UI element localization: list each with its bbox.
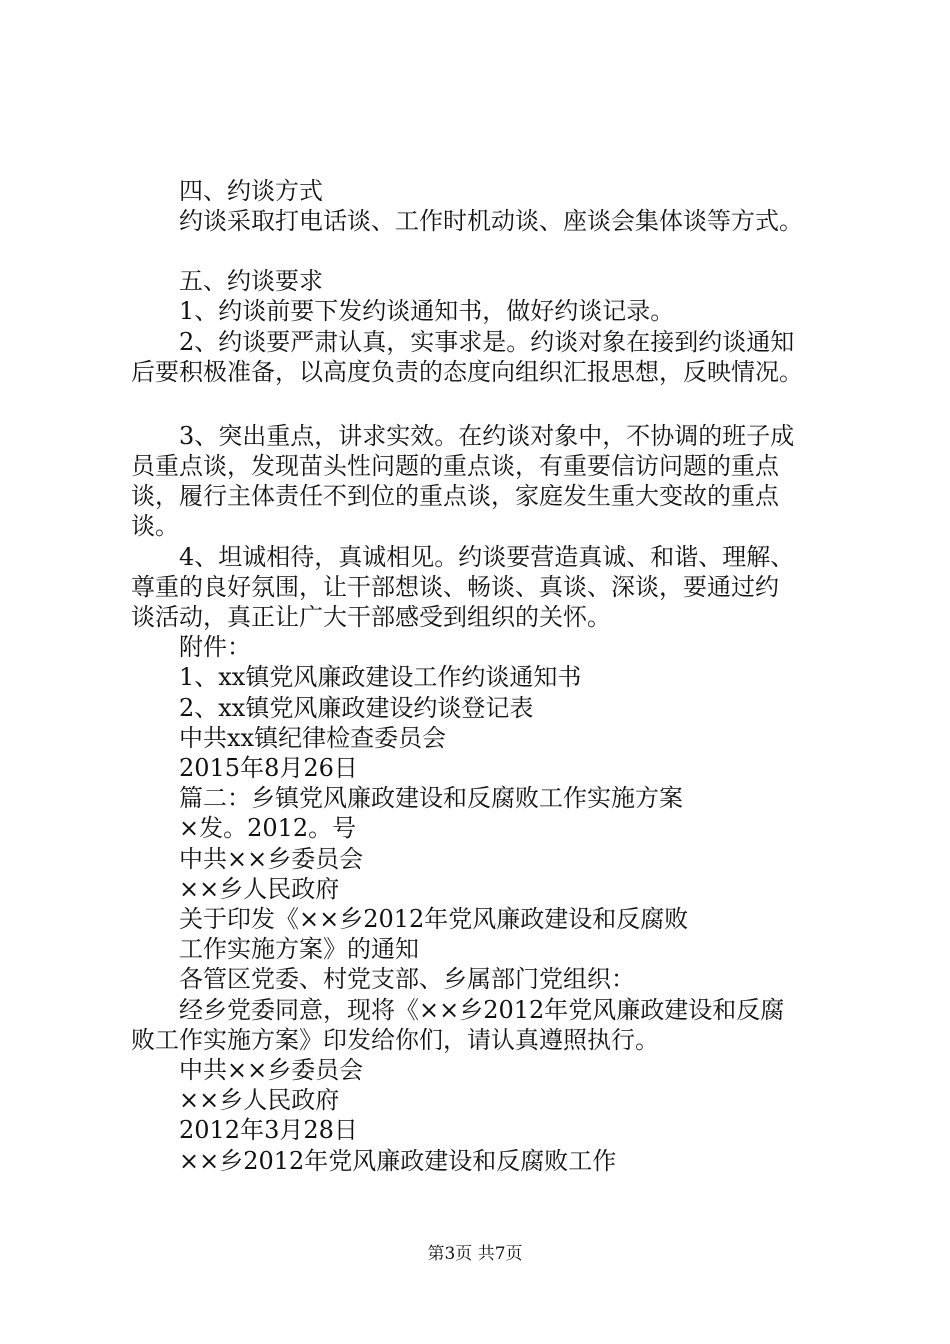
paragraph-line: 1、约谈前要下发约谈通知书，做好约谈记录。 — [179, 297, 675, 325]
section-heading-5: 五、约谈要求 — [179, 267, 323, 295]
notice-title: 关于印发《××乡2012年党风廉政建设和反腐败 — [179, 905, 689, 933]
paragraph-line: 约谈采取打电话谈、工作时机动谈、座谈会集体谈等方式。 — [179, 207, 803, 235]
paragraph-line: 尊重的良好氛围，让干部想谈、畅谈、真谈、深谈，要通过约 — [131, 573, 779, 601]
section-heading-4: 四、约谈方式 — [179, 177, 323, 205]
paragraph-line: 谈。 — [131, 512, 179, 540]
signature-date: 2012年3月28日 — [179, 1116, 358, 1144]
document-number: ×发。2012。号 — [179, 814, 357, 842]
paragraph-line: 谈，履行主体责任不到位的重点谈，家庭发生重大变故的重点 — [131, 482, 779, 510]
paragraph-line: 后要积极准备，以高度负责的态度向组织汇报思想，反映情况。 — [131, 358, 803, 386]
attachment-item: 2、xx镇党风廉政建设约谈登记表 — [179, 694, 534, 722]
paragraph-line: 员重点谈，发现苗头性问题的重点谈，有重要信访问题的重点 — [131, 452, 779, 480]
signature-date: 2015年8月26日 — [179, 754, 358, 782]
issuer-line: ××乡人民政府 — [179, 875, 340, 903]
paragraph-line: 4、坦诚相待，真诚相见。约谈要营造真诚、和谐、理解、 — [179, 543, 795, 571]
recipient-line: 各管区党委、村党支部、乡属部门党组织： — [179, 965, 635, 993]
attachment-item: 1、xx镇党风廉政建设工作约谈通知书 — [179, 663, 582, 691]
chapter-title: 篇二：乡镇党风廉政建设和反腐败工作实施方案 — [179, 784, 683, 812]
paragraph-line: 败工作实施方案》印发给你们，请认真遵照执行。 — [131, 1026, 659, 1054]
paragraph-line: 谈活动，真正让广大干部感受到组织的关怀。 — [131, 603, 611, 631]
signature-org: ××乡人民政府 — [179, 1086, 340, 1114]
plan-title: ××乡2012年党风廉政建设和反腐败工作 — [179, 1147, 617, 1175]
issuer-line: 中共××乡委员会 — [179, 845, 364, 873]
signature-org: 中共xx镇纪律检查委员会 — [179, 724, 447, 752]
page-footer: 第3页 共7页 — [427, 1244, 523, 1264]
attachment-heading: 附件： — [179, 633, 251, 661]
paragraph-line: 经乡党委同意，现将《××乡2012年党风廉政建设和反腐 — [179, 996, 785, 1024]
paragraph-line: 2、约谈要严肃认真，实事求是。约谈对象在接到约谈通知 — [179, 328, 795, 356]
notice-title: 工作实施方案》的通知 — [179, 935, 419, 963]
paragraph-line: 3、突出重点，讲求实效。在约谈对象中，不协调的班子成 — [179, 422, 795, 450]
signature-org: 中共××乡委员会 — [179, 1056, 364, 1084]
